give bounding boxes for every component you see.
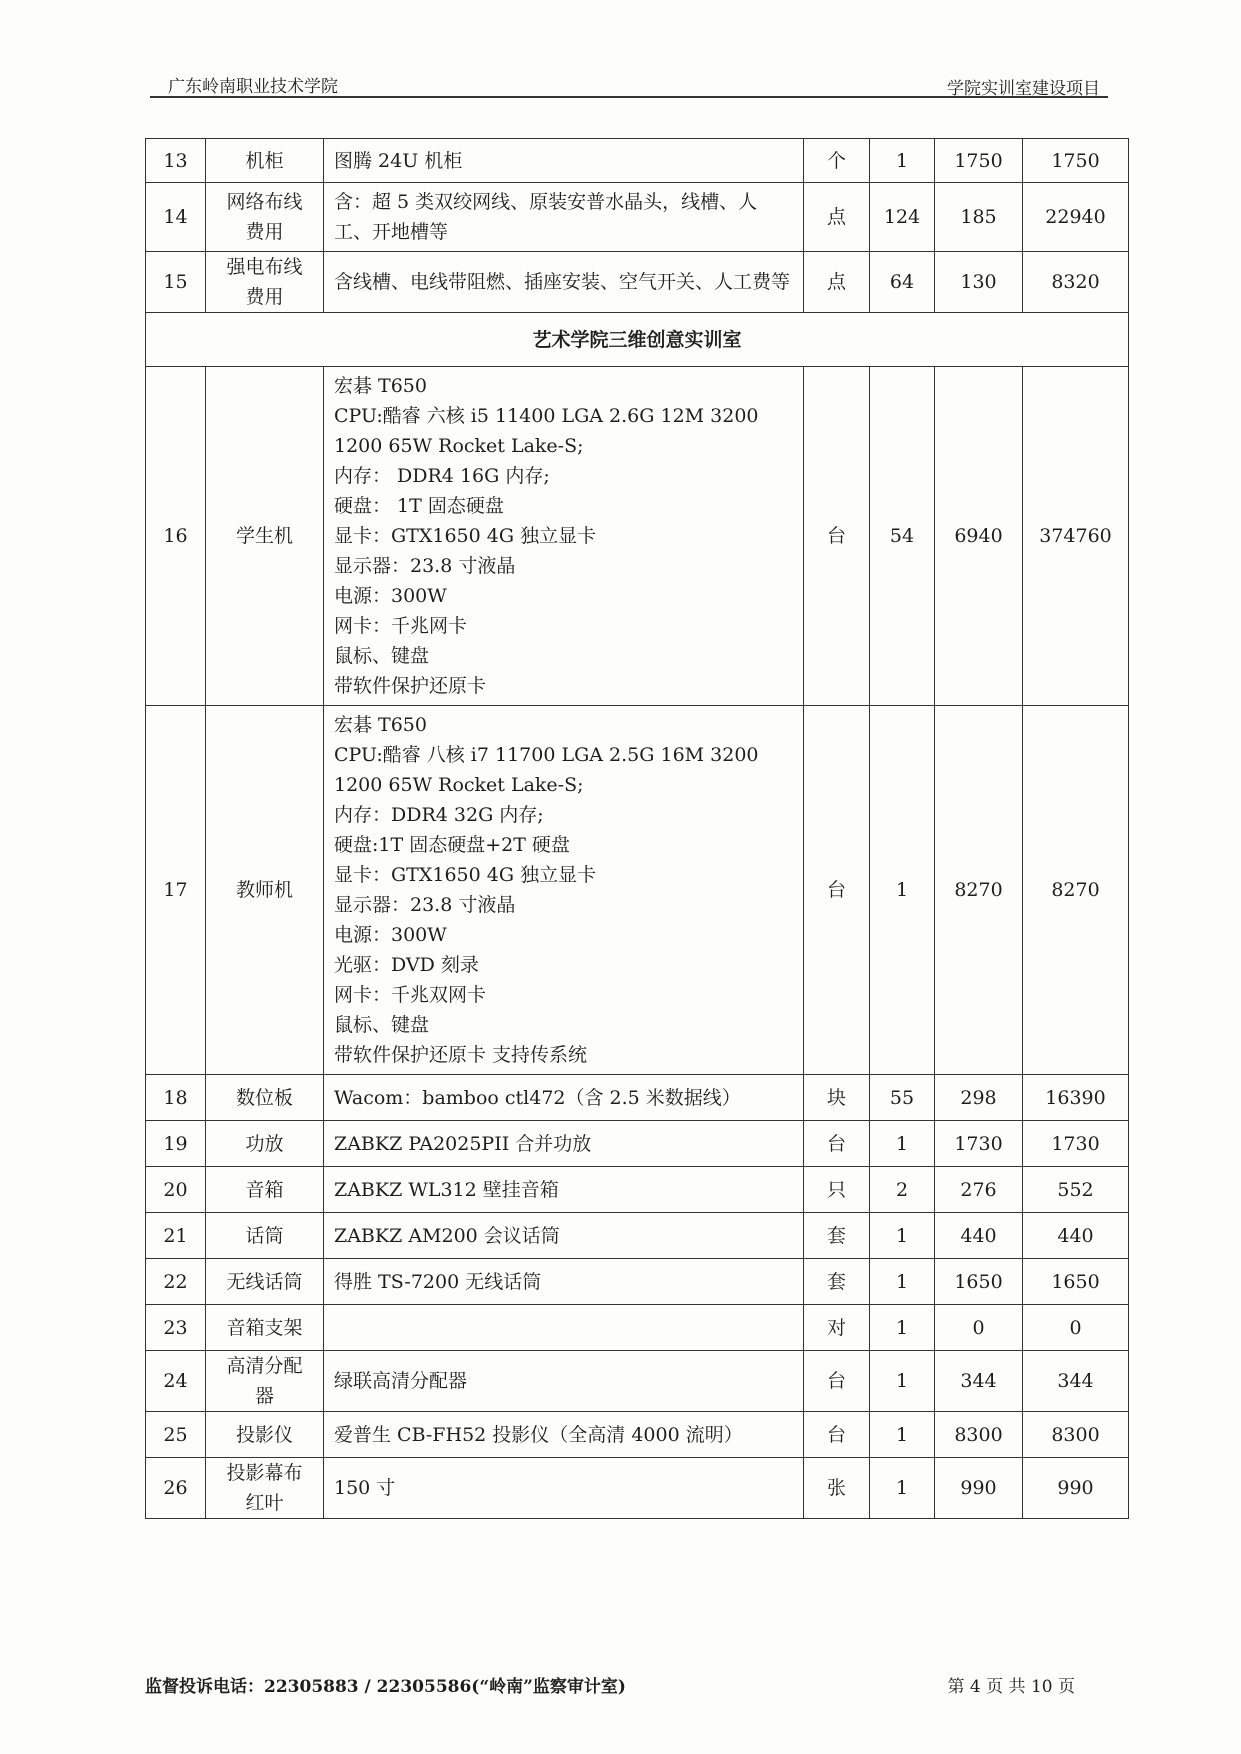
item-unit: 块 (804, 1075, 870, 1121)
item-name-line: 投影仪 (235, 1423, 293, 1446)
item-spec-line: 内存：DDR4 32G 内存; (334, 804, 544, 826)
item-total-price: 440 (1023, 1213, 1129, 1259)
item-name-line: 投影幕布 (226, 1462, 303, 1484)
item-number: 24 (146, 1351, 206, 1412)
item-spec-line: 网卡：千兆网卡 (334, 615, 468, 637)
table-row (146, 252, 1129, 313)
item-spec-line: 1200 65W Rocket Lake-S; (334, 774, 584, 796)
item-name (206, 1167, 324, 1213)
item-name-line: 机柜 (245, 149, 284, 172)
item-name-line: 强电布线 (226, 256, 303, 278)
item-spec-line: 鼠标、键盘 (334, 1014, 430, 1036)
item-spec-line: 硬盘： 1T 固态硬盘 (334, 495, 504, 517)
page-footer (145, 1672, 1075, 1697)
item-spec-line: 光驱：DVD 刻录 (334, 954, 479, 976)
table-row (146, 1213, 1129, 1259)
item-name-line: 费用 (245, 221, 284, 243)
complaint-hotline: 监督投诉电话：22305883 / 22305586(“岭南”监察审计室) (145, 1677, 626, 1697)
item-spec-line: 得胜 TS-7200 无线话筒 (334, 1270, 542, 1293)
item-spec-line: 图腾 24U 机柜 (334, 149, 463, 172)
item-unit: 台 (804, 1121, 870, 1167)
item-total-price: 0 (1023, 1305, 1129, 1351)
item-unit-price: 344 (935, 1351, 1023, 1412)
item-number: 26 (146, 1458, 206, 1519)
item-name-line: 音箱支架 (226, 1316, 303, 1339)
item-total-price: 8320 (1023, 252, 1129, 313)
item-spec (324, 1259, 804, 1305)
item-spec-line: 绿联高清分配器 (334, 1370, 468, 1392)
item-quantity: 1 (870, 139, 935, 183)
item-quantity: 1 (870, 1213, 935, 1259)
item-spec-line: CPU:酷睿 六核 i5 11400 LGA 2.6G 12M 3200 (334, 405, 759, 427)
item-name-line: 教师机 (235, 879, 293, 901)
item-total-price: 1750 (1023, 139, 1129, 183)
item-spec-line: 含：超 5 类双绞网线、原装安普水晶头，线槽、人工、开地槽等 (334, 191, 758, 243)
item-spec (324, 1121, 804, 1167)
item-unit-price: 440 (935, 1213, 1023, 1259)
item-spec-line: 电源：300W (334, 585, 447, 607)
page-number: 第 4 页 共 10 页 (947, 1677, 1075, 1697)
item-unit: 张 (804, 1458, 870, 1519)
item-unit: 台 (804, 706, 870, 1075)
item-name-line: 话筒 (245, 1224, 284, 1247)
item-spec (324, 1351, 804, 1412)
item-spec-line: ZABKZ WL312 壁挂音箱 (334, 1178, 559, 1201)
item-unit: 对 (804, 1305, 870, 1351)
table-body-top (146, 139, 1129, 313)
item-name (206, 1075, 324, 1121)
item-name (206, 367, 324, 706)
item-spec (324, 367, 804, 706)
item-spec (324, 1305, 804, 1351)
item-unit-price: 1650 (935, 1259, 1023, 1305)
item-spec-line: 内存： DDR4 16G 内存; (334, 465, 550, 487)
item-spec-line: 1200 65W Rocket Lake-S; (334, 435, 584, 457)
item-name-line: 费用 (245, 286, 284, 308)
table-row (146, 1351, 1129, 1412)
item-spec-line: 鼠标、键盘 (334, 645, 430, 667)
item-spec-line: Wacom：bamboo ctl472（含 2.5 米数据线） (334, 1086, 741, 1109)
item-number: 25 (146, 1412, 206, 1458)
item-total-price: 16390 (1023, 1075, 1129, 1121)
item-quantity: 1 (870, 1305, 935, 1351)
item-total-price: 1650 (1023, 1259, 1129, 1305)
item-name-line: 网络布线 (226, 191, 303, 213)
item-name (206, 1121, 324, 1167)
item-name (206, 1213, 324, 1259)
item-name (206, 1351, 324, 1412)
header-school-name: 广东岭南职业技术学院 (168, 77, 338, 97)
equipment-table (145, 138, 1129, 1519)
item-spec (324, 1075, 804, 1121)
item-unit-price: 298 (935, 1075, 1023, 1121)
item-name-line: 高清分配 (226, 1355, 303, 1377)
item-spec-line: ZABKZ PA2025PII 合并功放 (334, 1132, 592, 1155)
item-name-line: 器 (254, 1385, 274, 1407)
item-spec-line: 显卡：GTX1650 4G 独立显卡 (334, 525, 597, 547)
item-unit: 只 (804, 1167, 870, 1213)
item-unit-price: 185 (935, 183, 1023, 252)
item-spec (324, 1458, 804, 1519)
item-unit: 点 (804, 252, 870, 313)
item-number: 14 (146, 183, 206, 252)
item-unit-price: 990 (935, 1458, 1023, 1519)
item-quantity: 1 (870, 1259, 935, 1305)
item-spec-line: ZABKZ AM200 会议话筒 (334, 1224, 560, 1247)
item-name (206, 1458, 324, 1519)
item-unit-price: 276 (935, 1167, 1023, 1213)
item-name (206, 183, 324, 252)
item-spec-line: 显卡：GTX1650 4G 独立显卡 (334, 864, 597, 886)
page-header (150, 70, 1108, 98)
table-row (146, 1259, 1129, 1305)
item-number: 18 (146, 1075, 206, 1121)
item-name (206, 139, 324, 183)
item-unit: 台 (804, 1412, 870, 1458)
item-number: 20 (146, 1167, 206, 1213)
item-total-price: 344 (1023, 1351, 1129, 1412)
item-unit-price: 8270 (935, 706, 1023, 1075)
item-quantity: 1 (870, 1121, 935, 1167)
item-spec (324, 1412, 804, 1458)
item-number: 23 (146, 1305, 206, 1351)
item-quantity: 124 (870, 183, 935, 252)
item-unit: 套 (804, 1213, 870, 1259)
item-spec (324, 706, 804, 1075)
item-spec (324, 183, 804, 252)
item-spec-line: CPU:酷睿 八核 i7 11700 LGA 2.5G 16M 3200 (334, 744, 759, 766)
item-total-price: 374760 (1023, 367, 1129, 706)
item-total-price: 1730 (1023, 1121, 1129, 1167)
item-spec-line: 宏碁 T650 (334, 714, 427, 736)
item-number: 16 (146, 367, 206, 706)
item-spec (324, 252, 804, 313)
table-row (146, 1167, 1129, 1213)
item-spec-line: 150 寸 (334, 1477, 396, 1499)
table-row (146, 139, 1129, 183)
item-unit-price: 6940 (935, 367, 1023, 706)
table-row (146, 706, 1129, 1075)
item-number: 13 (146, 139, 206, 183)
item-number: 22 (146, 1259, 206, 1305)
item-quantity: 64 (870, 252, 935, 313)
item-unit-price: 8300 (935, 1412, 1023, 1458)
item-quantity: 55 (870, 1075, 935, 1121)
item-total-price: 990 (1023, 1458, 1129, 1519)
item-unit: 点 (804, 183, 870, 252)
item-spec-line: 爱普生 CB-FH52 投影仪（全高清 4000 流明） (334, 1423, 743, 1446)
table-row (146, 1412, 1129, 1458)
item-number: 19 (146, 1121, 206, 1167)
item-quantity: 1 (870, 706, 935, 1075)
table-row (146, 367, 1129, 706)
item-spec-line: 带软件保护还原卡 支持传系统 (334, 1044, 588, 1066)
item-spec-line: 硬盘:1T 固态硬盘+2T 硬盘 (334, 834, 570, 856)
table-row (146, 1121, 1129, 1167)
item-name-line: 学生机 (235, 525, 293, 547)
item-name (206, 706, 324, 1075)
item-unit: 套 (804, 1259, 870, 1305)
item-name (206, 1259, 324, 1305)
item-spec (324, 1213, 804, 1259)
item-unit-price: 1750 (935, 139, 1023, 183)
table-row (146, 183, 1129, 252)
item-unit-price: 0 (935, 1305, 1023, 1351)
item-total-price: 552 (1023, 1167, 1129, 1213)
item-name-line: 音箱 (245, 1178, 284, 1201)
item-name-line: 数位板 (235, 1086, 293, 1109)
item-total-price: 22940 (1023, 183, 1129, 252)
item-spec-line: 宏碁 T650 (334, 375, 427, 397)
item-quantity: 1 (870, 1412, 935, 1458)
section-row (146, 313, 1129, 367)
item-unit: 个 (804, 139, 870, 183)
item-name-line: 无线话筒 (226, 1270, 303, 1293)
item-spec-line: 网卡：千兆双网卡 (334, 984, 487, 1006)
table-row (146, 1458, 1129, 1519)
item-unit-price: 130 (935, 252, 1023, 313)
item-spec (324, 1167, 804, 1213)
table-row (146, 1075, 1129, 1121)
item-unit-price: 1730 (935, 1121, 1023, 1167)
item-quantity: 2 (870, 1167, 935, 1213)
item-name-line: 红叶 (245, 1492, 284, 1514)
item-quantity: 54 (870, 367, 935, 706)
item-spec-line: 显示器：23.8 寸液晶 (334, 894, 516, 916)
item-number: 17 (146, 706, 206, 1075)
item-total-price: 8270 (1023, 706, 1129, 1075)
item-unit: 台 (804, 1351, 870, 1412)
header-project-name: 学院实训室建设项目 (947, 79, 1100, 99)
item-number: 21 (146, 1213, 206, 1259)
item-name-line: 功放 (245, 1132, 284, 1155)
item-spec-line: 电源：300W (334, 924, 447, 946)
item-name (206, 1305, 324, 1351)
table-body-bottom (146, 367, 1129, 1519)
item-name (206, 252, 324, 313)
item-name (206, 1412, 324, 1458)
item-spec-line: 显示器：23.8 寸液晶 (334, 555, 516, 577)
item-quantity: 1 (870, 1351, 935, 1412)
item-spec-line: 含线槽、电线带阻燃、插座安装、空气开关、人工费等 (334, 271, 791, 293)
item-unit: 台 (804, 367, 870, 706)
item-quantity: 1 (870, 1458, 935, 1519)
item-spec (324, 139, 804, 183)
item-spec-line: 带软件保护还原卡 (334, 675, 487, 697)
section-title: 艺术学院三维创意实训室 (146, 313, 1129, 367)
item-total-price: 8300 (1023, 1412, 1129, 1458)
item-number: 15 (146, 252, 206, 313)
table-row (146, 1305, 1129, 1351)
